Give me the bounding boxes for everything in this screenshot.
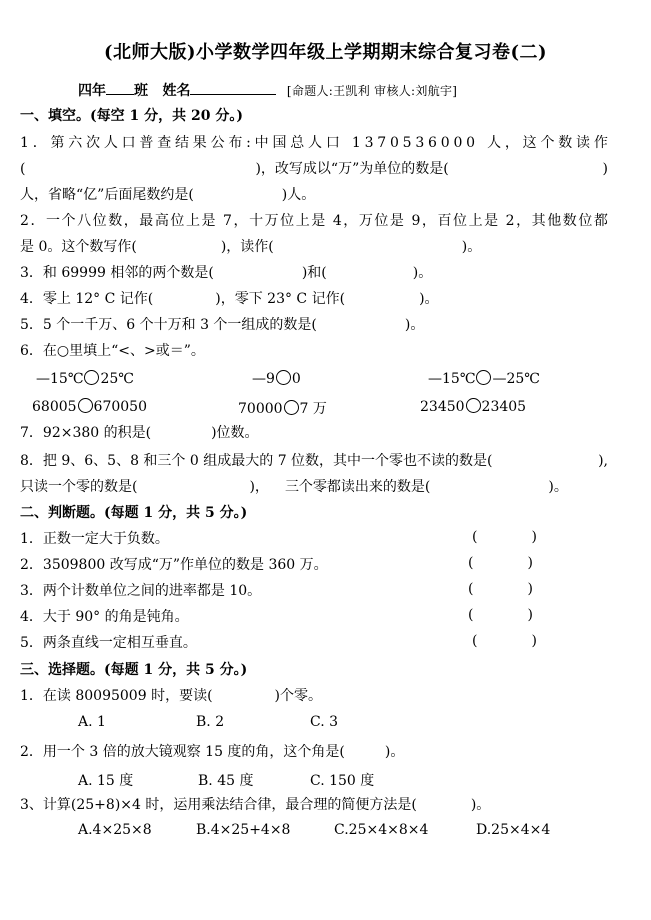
q7-line xyxy=(20,423,259,443)
q8-close3: )。 xyxy=(548,479,568,495)
compare-circle[interactable] xyxy=(476,370,491,385)
choice-q2-text: 2．用一个 3 倍的放大镜观察 15 度的角，这个角是( xyxy=(20,744,345,760)
choice-option[interactable]: A.4×25×8 xyxy=(78,822,152,838)
q4-line xyxy=(20,289,439,309)
compare-circle[interactable] xyxy=(284,400,299,415)
judge-answer-paren[interactable]: ( ) xyxy=(472,529,537,545)
section1-heading: 一、填空。(每空 1 分，共 20 分。) xyxy=(20,108,243,124)
q1-wan-text: )，改写成以“万”为单位的数是( xyxy=(255,161,449,177)
q1-yi-text: 人，省略“亿”后面尾数约是( xyxy=(20,187,194,203)
choice-option[interactable]: A. 15 度 xyxy=(78,773,134,789)
choice-option[interactable]: B. 2 xyxy=(196,714,225,730)
judge-answer-paren[interactable]: ( ) xyxy=(468,555,533,571)
judge-item: 4．大于 90° 的角是钝角。 xyxy=(20,609,189,625)
q2-line2 xyxy=(20,237,481,257)
compare-item: 23450 23405 xyxy=(420,399,527,415)
q1-paren-open: ( xyxy=(20,161,26,177)
compare-circle[interactable] xyxy=(466,398,481,413)
compare-circle[interactable] xyxy=(78,398,93,413)
q4-text: 4．零上 12° C 记作( xyxy=(20,291,154,307)
q5-close: )。 xyxy=(404,317,425,333)
q3-close: )。 xyxy=(412,265,433,281)
q7-close: )位数。 xyxy=(211,425,259,441)
choice-option[interactable]: C. 3 xyxy=(310,714,339,730)
section2-heading: 二、判断题。(每题 1 分，共 5 分。) xyxy=(20,505,248,521)
q2-write-text: 是 0。这个数写作( xyxy=(20,239,137,255)
choice-q2-close: )。 xyxy=(384,744,405,760)
page-title: (北师大版)小学数学四年级上学期期末综合复习卷(二) xyxy=(103,42,548,63)
q8-line2 xyxy=(20,477,568,497)
q1-line2 xyxy=(20,159,608,179)
compare-circle[interactable] xyxy=(276,370,291,385)
section3-heading: 三、选择题。(每题 1 分，共 5 分。) xyxy=(20,662,248,678)
q3-text: 3．和 69999 相邻的两个数是( xyxy=(20,265,214,281)
q2-read-text: )，读作( xyxy=(220,239,274,255)
choice-q1-text: 1．在读 80095009 时，要读( xyxy=(20,688,213,704)
class-label: 班 xyxy=(134,83,148,99)
compare-item: —15℃ —25℃ xyxy=(428,371,540,387)
q5-line xyxy=(20,315,424,335)
judge-item: 1．正数一定大于负数。 xyxy=(20,531,169,547)
q6-line: 6．在○里填上“<、>或＝”。 xyxy=(20,343,205,359)
q4-mid: )，零下 23° C 记作( xyxy=(215,291,346,307)
q8-line1 xyxy=(20,451,608,471)
judge-answer-paren[interactable]: ( ) xyxy=(468,581,533,597)
name-blank[interactable] xyxy=(190,81,276,95)
choice-q1 xyxy=(20,686,322,706)
q1-line1 xyxy=(20,133,612,153)
compare-item: 68005 670050 xyxy=(32,399,147,415)
choice-option[interactable]: C. 150 度 xyxy=(310,773,375,789)
q1-paren-close: ) xyxy=(602,161,608,177)
q7-text: 7．92×380 的积是( xyxy=(20,425,152,441)
choice-q3-text: 3、计算(25+8)×4 时，运用乘法结合律，最合理的简便方法是( xyxy=(20,797,417,813)
choice-option[interactable]: B.4×25+4×8 xyxy=(196,822,291,838)
authors-note: [命题人:王凯利 审核人:刘航宇] xyxy=(286,84,458,98)
compare-circle[interactable] xyxy=(84,370,99,385)
q8-close1: ), xyxy=(598,453,608,469)
name-label: 姓名 xyxy=(162,83,191,99)
q2-line1: 2．一个八位数，最高位上是 7，十万位上是 4，万位是 9，百位上是 2，其他数位都 xyxy=(20,213,610,229)
choice-q3-close: )。 xyxy=(470,797,491,813)
choice-option[interactable]: D.25×4×4 xyxy=(476,822,551,838)
q8-three-zero-text: 三个零都读出来的数是( xyxy=(284,479,431,495)
q8-text: 8．把 9、6、5、8 和三个 0 组成最大的 7 位数，其中一个零也不读的数是( xyxy=(20,453,493,469)
q3-line xyxy=(20,263,432,283)
compare-item: —9 0 xyxy=(252,371,301,387)
judge-item: 5．两条直线一定相互垂直。 xyxy=(20,635,197,651)
judge-item: 3．两个计数单位之间的进率都是 10。 xyxy=(20,583,262,599)
judge-answer-paren[interactable]: ( ) xyxy=(472,633,537,649)
grade-label: 四年 xyxy=(78,83,106,99)
grade-blank[interactable] xyxy=(106,81,134,95)
choice-option[interactable]: C.25×4×8×4 xyxy=(334,822,429,838)
choice-q3 xyxy=(20,795,490,815)
choice-q2 xyxy=(20,742,404,762)
q8-comma: )， xyxy=(249,479,269,495)
q4-close: )。 xyxy=(419,291,439,307)
q2-close: )。 xyxy=(461,239,482,255)
q1-prefix: 1．第六次人口普查结果公布:中国总人口 1370536000 人，这个数读作 xyxy=(20,135,612,151)
q5-text: 5．5 个一千万、6 个十万和 3 个一组成的数是( xyxy=(20,317,317,333)
choice-q1-close: )个零。 xyxy=(274,688,322,704)
student-info-line xyxy=(78,80,457,100)
compare-item: 70000 7 万 xyxy=(238,401,327,417)
q1-yi-close: )人。 xyxy=(281,187,316,203)
judge-item: 2．3509800 改写成“万”作单位的数是 360 万。 xyxy=(20,557,328,573)
choice-option[interactable]: B. 45 度 xyxy=(198,773,254,789)
q1-line3 xyxy=(20,185,315,205)
compare-item: —15℃ 25℃ xyxy=(36,371,134,387)
q8-one-zero-text: 只读一个零的数是( xyxy=(20,479,138,495)
q3-and: )和( xyxy=(301,265,327,281)
judge-answer-paren[interactable]: ( ) xyxy=(468,607,533,623)
choice-option[interactable]: A. 1 xyxy=(78,714,106,730)
